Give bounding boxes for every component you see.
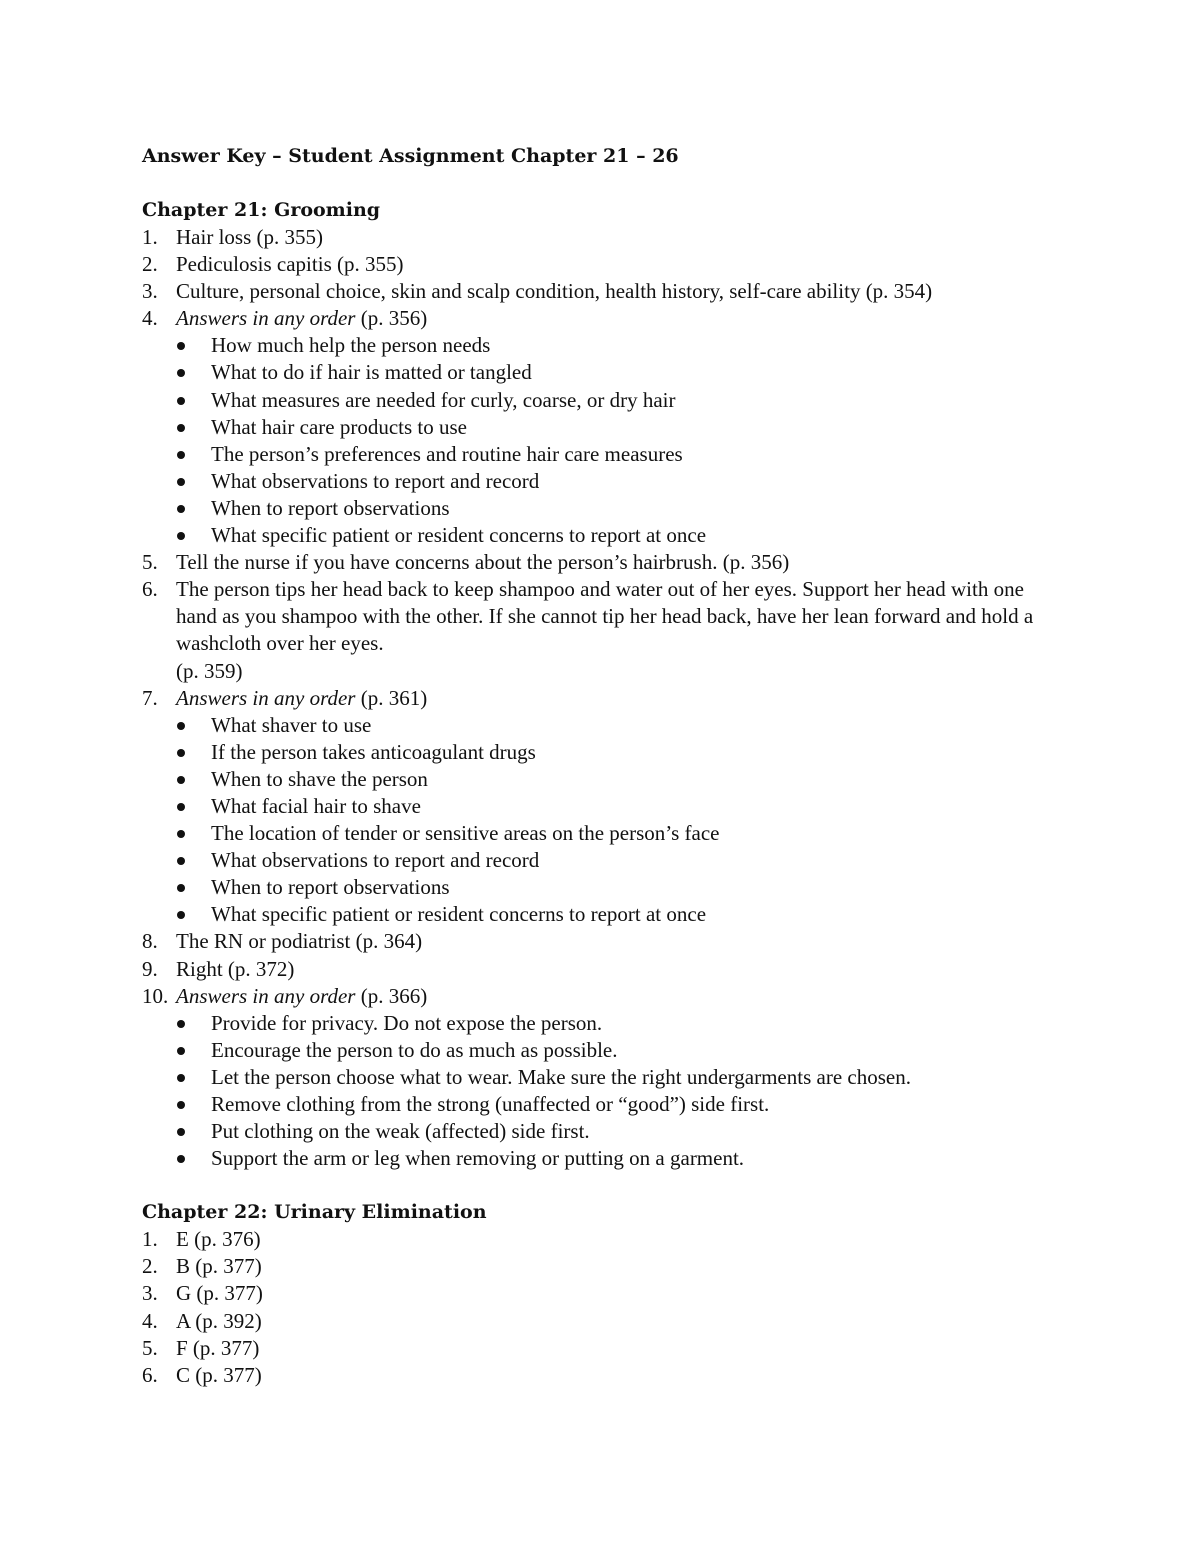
document-page	[142, 143, 1142, 1389]
answer-text	[142, 685, 1142, 712]
bullet-item	[142, 847, 1142, 874]
bullet-list	[142, 712, 1142, 929]
bullet-item	[142, 1037, 1142, 1064]
bullet-text: What specific patient or resident concerns to report at once	[211, 523, 707, 548]
answer-italic-note: Answers in any order	[176, 306, 356, 331]
bullet-text: What specific patient or resident concerns to report at once	[211, 902, 707, 927]
bullet-icon	[177, 722, 185, 730]
answer-text: C (p. 377)	[176, 1362, 262, 1387]
bullet-text: The location of tender or sensitive areas on the person’s face	[211, 821, 720, 846]
answer-item	[142, 224, 1142, 251]
answer-number: 8.	[142, 929, 158, 954]
bullet-text: Put clothing on the weak (affected) side first.	[211, 1119, 590, 1144]
bullet-icon	[177, 1020, 185, 1028]
page-reference: (p. 356)	[355, 306, 428, 331]
answer-text: F (p. 377)	[176, 1335, 260, 1360]
answer-list	[142, 1226, 1142, 1389]
bullet-icon	[177, 424, 185, 432]
bullet-icon	[177, 776, 185, 784]
bullet-item	[142, 387, 1142, 414]
answer-italic-note: Answers in any order	[176, 685, 356, 710]
answer-number: 3.	[142, 279, 158, 304]
bullet-item	[142, 820, 1142, 847]
bullet-icon	[177, 830, 185, 838]
answer-text: Tell the nurse if you have concerns about the person’s hairbrush. (p. 356)	[176, 550, 790, 575]
bullet-icon	[177, 342, 185, 350]
answer-number: 1.	[142, 225, 158, 249]
bullet-text: When to shave the person	[211, 766, 428, 791]
answer-number: 3.	[142, 1281, 158, 1306]
bullet-text: Support the arm or leg when removing or putting on a garment.	[211, 1146, 745, 1171]
bullet-item	[142, 332, 1142, 359]
bullet-item	[142, 522, 1142, 549]
bullet-list	[142, 332, 1142, 549]
bullet-text: When to report observations	[211, 495, 450, 520]
answer-text: Hair loss (p. 355)	[176, 225, 323, 249]
answer-text	[142, 983, 1142, 1010]
page-reference: (p. 366)	[355, 983, 428, 1008]
bullet-icon	[177, 369, 185, 377]
bullet-list	[142, 1010, 1142, 1173]
bullet-icon	[177, 1047, 185, 1055]
answer-item	[142, 928, 1142, 955]
bullet-item	[142, 712, 1142, 739]
bullet-text: What observations to report and record	[211, 848, 540, 873]
answer-text: A (p. 392)	[176, 1308, 262, 1333]
answer-item	[142, 251, 1142, 278]
answer-text: G (p. 377)	[176, 1281, 263, 1306]
answer-item	[142, 1335, 1142, 1362]
bullet-icon	[177, 1128, 185, 1136]
bullet-icon	[177, 803, 185, 811]
bullet-icon	[177, 749, 185, 757]
bullet-icon	[177, 1074, 185, 1082]
bullet-icon	[177, 1155, 185, 1163]
bullet-text: The person’s preferences and routine hair care measures	[211, 441, 683, 466]
answer-item	[142, 685, 1142, 712]
bullet-text: What measures are needed for curly, coarse, or dry hair	[211, 387, 676, 412]
answer-number: 2.	[142, 252, 158, 277]
bullet-item	[142, 739, 1142, 766]
answer-number: 1.	[142, 1227, 158, 1252]
answer-text: Pediculosis capitis (p. 355)	[176, 252, 404, 277]
spacer	[142, 1172, 1142, 1199]
answer-number: 6.	[142, 577, 158, 602]
answer-number: 5.	[142, 550, 158, 575]
bullet-text: What facial hair to shave	[211, 793, 421, 818]
answer-text: The person tips her head back to keep shampoo and water out of her eyes. Support her head with one hand as you shampoo with the other. If she cannot tip her head back, have her lean forward and hold a washcloth over her eyes.	[176, 577, 1034, 656]
answer-item	[142, 305, 1142, 332]
bullet-text: Provide for privacy. Do not expose the person.	[211, 1010, 603, 1035]
answer-number: 7.	[142, 685, 158, 710]
answer-number: 4.	[142, 1308, 158, 1333]
bullet-text: When to report observations	[211, 875, 450, 900]
bullet-text: Encourage the person to do as much as possible.	[211, 1037, 618, 1062]
answer-item	[142, 576, 1142, 684]
answer-text	[142, 305, 1142, 332]
answer-italic-note: Answers in any order	[176, 983, 356, 1008]
bullet-icon	[177, 532, 185, 540]
answer-item	[142, 1280, 1142, 1307]
bullet-icon	[177, 478, 185, 486]
bullet-icon	[177, 505, 185, 513]
answer-text: B (p. 377)	[176, 1254, 262, 1279]
bullet-item	[142, 468, 1142, 495]
bullet-text: What observations to report and record	[211, 468, 540, 493]
bullet-item	[142, 901, 1142, 928]
answer-text: E (p. 376)	[176, 1227, 261, 1252]
bullet-text: What shaver to use	[211, 712, 372, 737]
answer-number: 9.	[142, 956, 158, 981]
answer-item	[142, 1308, 1142, 1335]
bullet-item	[142, 874, 1142, 901]
answer-item	[142, 983, 1142, 1010]
answer-number: 10.	[142, 983, 169, 1008]
answer-item	[142, 956, 1142, 983]
answer-number: 4.	[142, 306, 158, 331]
bullet-item	[142, 1118, 1142, 1145]
answer-text: The RN or podiatrist (p. 364)	[176, 929, 423, 954]
chapter-22-heading: Chapter 22: Urinary Elimination	[142, 1201, 487, 1224]
page-reference: (p. 361)	[355, 685, 428, 710]
bullet-icon	[177, 1101, 185, 1109]
bullet-item	[142, 766, 1142, 793]
bullet-item	[142, 495, 1142, 522]
bullet-item	[142, 1145, 1142, 1172]
bullet-item	[142, 414, 1142, 441]
bullet-item	[142, 1064, 1142, 1091]
chapter-21-heading: Chapter 21: Grooming	[142, 199, 381, 221]
answer-item	[142, 278, 1142, 305]
bullet-text: What to do if hair is matted or tangled	[211, 360, 532, 385]
answer-text: Right (p. 372)	[176, 956, 295, 981]
answer-number: 5.	[142, 1335, 158, 1360]
bullet-text: What hair care products to use	[211, 414, 467, 439]
answer-item	[142, 1362, 1142, 1389]
answer-item	[142, 1226, 1142, 1253]
bullet-icon	[177, 911, 185, 919]
bullet-item	[142, 793, 1142, 820]
bullet-text: Remove clothing from the strong (unaffected or “good”) side first.	[211, 1092, 770, 1116]
answer-item	[142, 1253, 1142, 1280]
answer-number: 6.	[142, 1362, 158, 1387]
bullet-text: Let the person choose what to wear. Make sure the right undergarments are chosen.	[211, 1064, 911, 1089]
answer-item	[142, 549, 1142, 576]
bullet-icon	[177, 857, 185, 865]
document-title: Answer Key – Student Assignment Chapter 21 – 26	[142, 145, 679, 167]
bullet-text: How much help the person needs	[211, 333, 491, 358]
bullet-icon	[177, 451, 185, 459]
bullet-item	[142, 1091, 1142, 1118]
bullet-icon	[177, 397, 185, 405]
bullet-item	[142, 441, 1142, 468]
bullet-icon	[177, 884, 185, 892]
bullet-text: If the person takes anticoagulant drugs	[211, 739, 536, 764]
page-reference: (p. 359)	[176, 658, 243, 683]
bullet-item	[142, 1010, 1142, 1037]
answer-number: 2.	[142, 1254, 158, 1279]
answer-text: Culture, personal choice, skin and scalp condition, health history, self-care ability (p. 354)	[176, 279, 933, 304]
bullet-item	[142, 359, 1142, 386]
